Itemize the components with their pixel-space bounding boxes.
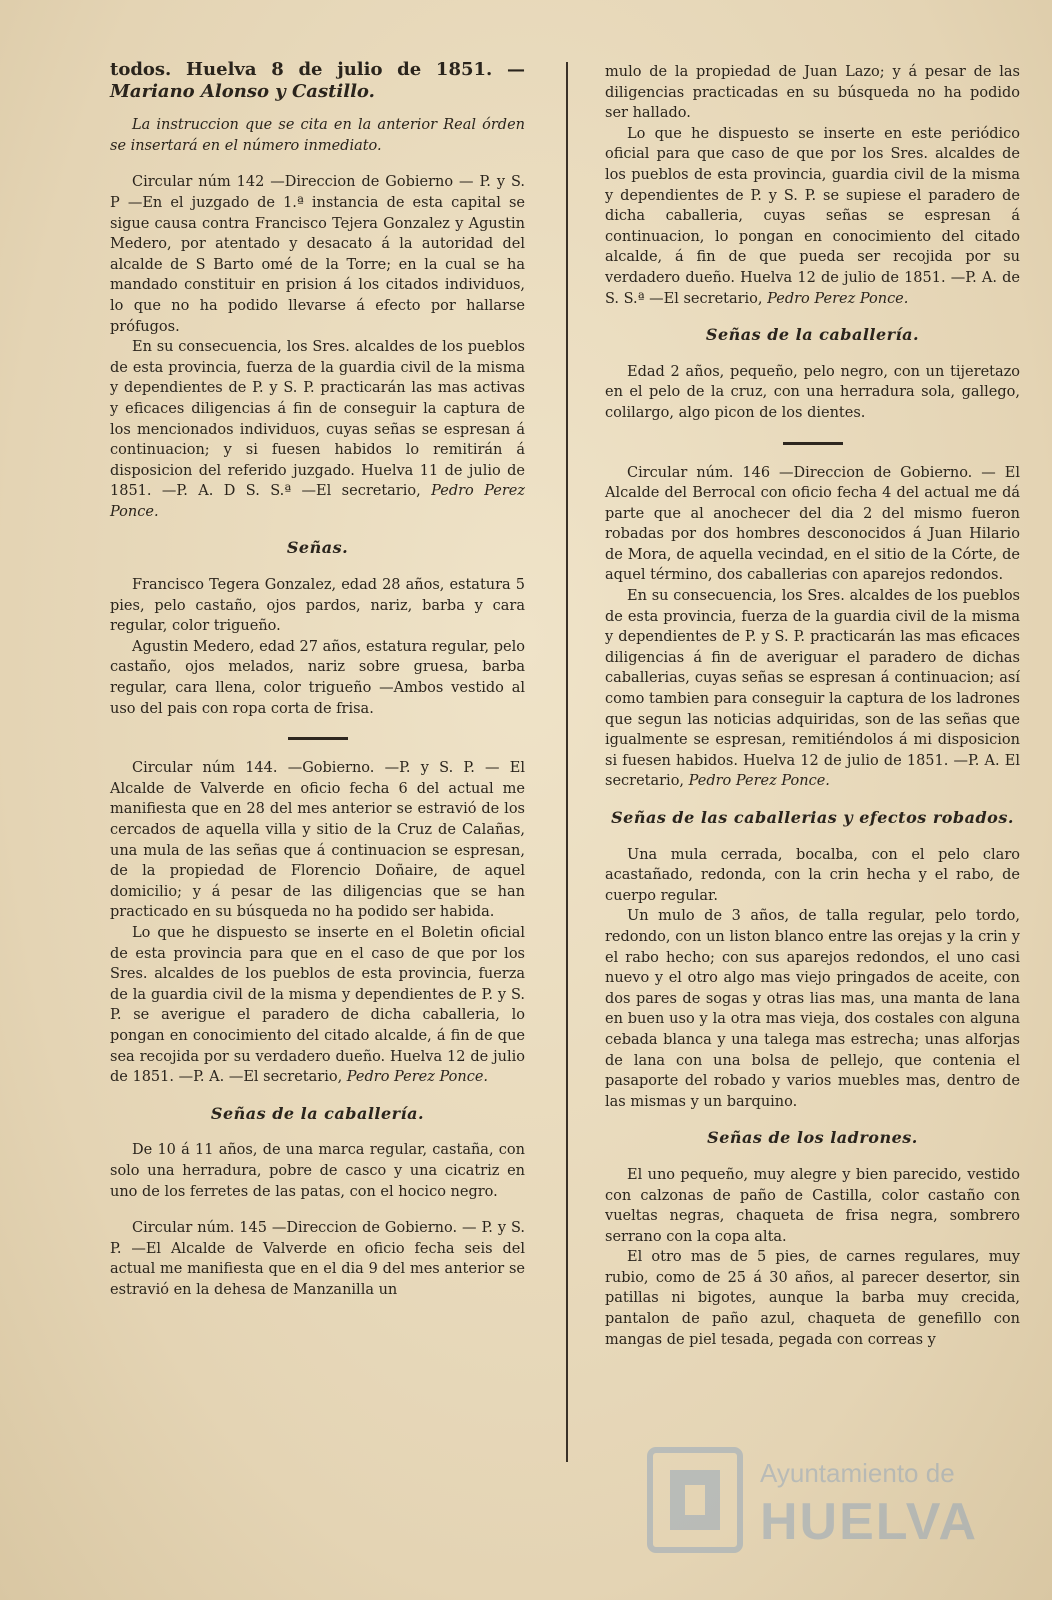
caballeria-heading-2: Señas de la caballería. [705,325,920,345]
senas-heading: Señas. [286,538,349,558]
circular-142-p2 [110,337,525,522]
circular-142-p2-text: En su consecuencia, los Sres. alcaldes de los pueblos de esta provincia, fuerza de la guardia civil de la misma y dependientes de P. y S. P. practicarán las mas activas y eficaces diligencias á fin de conseguir la captura de los mencionados individuos, cuyas señas se espresan á continuacion; y si fuesen habidos lo remitirán á disposicion del referido juzgado. Huelva 11 de julio de 1851. —P. A. D S. S.ª —El secretario, [110,339,525,500]
circular-144-p1: Circular núm 144. —Gobierno. —P. y S. P. — El Alcalde de Valverde en oficio fecha 6 del actual me manifiesta que en 28 del mes anterior se estravió de los cercados de aquella villa y sitio de la Cruz de Calañas, una mula de las señas que á continuacion se espresan, de la propiedad de Florencio Doñaire, de aquel domicilio; y á pesar de las diligencias que se han practicado en su búsqueda no ha podido ser habida. [110,760,525,921]
senas-agustin: Agustin Medero, edad 27 años, estatura regular, pelo castaño, ojos melados, nariz sobre gruesa, barba regular, cara llena, color trigueño —Ambos vestido al uso del pais con ropa corta de frisa. [110,638,525,717]
circular-145-signature: Pedro Perez Ponce. [767,290,909,307]
circular-145-p1: Circular núm. 145 —Direccion de Gobierno. — P. y S. P. —El Alcalde de Valverde en oficio fecha seis del actual me manifiesta que en el dia 9 del mes anterior se estravió en la dehesa de Manzanilla un [110,1220,525,1298]
section-divider [783,442,843,445]
right-column [605,62,1020,1350]
circular-144-p2-text: Lo que he dispuesto se inserte en el Boletin oficial de esta provincia para que en el caso de que por los Sres. alcaldes de los pueblos de esta provincia, fuerza de la guardia civil de la misma y dependientes de P. y S. P. se averigue el paradero de dicha caballeria, lo pongan en conocimiento del citado alcalde, á fin de que sea recojida por su verdadero dueño. Huelva 12 de julio de 1851. —P. A. —El secretario, [110,924,525,1086]
senas-francisco: Francisco Tegera Gonzalez, edad 28 años, estatura 5 pies, pelo castaño, ojos pardos, nariz, barba y cara regular, color trigueño. [110,577,525,635]
ladron-otro: El otro mas de 5 pies, de carnes regulares, muy rubio, como de 25 á 30 años, al parecer desertor, sin patillas ni bigotes, aunque la barba muy crecida, pantalon de paño azul, chaqueta de genefillo con mangas de piel tesada, pegada con correas y [605,1249,1020,1348]
section-divider [288,737,348,740]
efectos-mula: Una mula cerrada, bocalba, con el pelo claro acastañado, redonda, con la crin hecha y el rabo, de cuerpo regular. [605,846,1020,904]
circular-142-signature: Pedro Perez Ponce. [110,483,526,520]
watermark [640,1440,979,1560]
caballeria-description-1: De 10 á 11 años, de una marca regular, castaña, con solo una herradura, pobre de casco y una cicatriz en uno de los ferretes de las patas, con el hocico negro. [110,1142,525,1200]
circular-145-p2 [605,124,1020,309]
circular-144-signature: Pedro Perez Ponce. [346,1069,489,1086]
circular-146-p2 [605,586,1020,792]
instruction-note: La instruccion que se cita en la anterior Real órden se insertará en el número inmediato. [110,117,525,154]
efectos-mulo: Un mulo de 3 años, de talla regular, pelo tordo, redondo, con un liston blanco entre las orejas y la crin y el rabo hecho; con sus aparejos redondos, el uno casi nuevo y el otro algo mas viejo pringados de aceite, con dos pares de sogas y otras lias mas, una manta de lana en buen uso y la otra mas vieja, dos costales con alguna cebada blanca y una talega mas estrecha; unas alforjas de lana con una bolsa de pellejo, que contenia el pasaporte del robado y varios muebles mas, dentro de las mismas y un barquino. [605,908,1020,1110]
efectos-heading: Señas de las caballerias y efectos robados. [611,808,1014,827]
circular-146-p1: Circular núm. 146 —Direccion de Gobierno. — El Alcalde del Berrocal con oficio fecha 4 del actual me dá parte que al anochecer del dia 2 del mismo fueron robadas por dos hombres desconocidos á Juan Hilario de Mora, de aquella vecindad, en el sitio de la Córte, de aquel término, dos caballerias con aparejos redondos. [605,464,1020,584]
circular-144-p2 [110,923,525,1088]
watermark-city: HUELVA [760,1493,979,1551]
circular-142-p1: Circular núm 142 —Direccion de Gobierno — P. y S. P —En el juzgado de 1.ª instancia de esta capital se sigue causa contra Francisco Tejera Gonzalez y Agustin Medero, por atentado y desacato á la autoridad del alcalde de S Barto omé de la Torre; en la cual se ha mandado constituir en prision á los citados individuos, lo que no ha podido llevarse á efecto por hallarse prófugos. [110,174,525,335]
circular-146-signature: Pedro Perez Ponce. [688,773,830,790]
ladrones-heading: Señas de los ladrones. [707,1128,918,1148]
caballeria-heading-1: Señas de la caballería. [210,1103,425,1123]
circular-146-p2-text: En su consecuencia, los Sres. alcaldes de los pueblos de esta provincia, fuerza de la guardia civil de la misma y dependientes de P. y S. P. practicarán las mas eficaces diligencias á fin de averiguar el paradero de dichas caballerias, cuyas señas se espresan á continuacion; así como tambien para conseguir la captura de los ladrones que segun las noticias adquiridas, son de las señas que igualmente se espresan, remitiéndolos á mi disposicion si fuesen habidos. Huelva 12 de julio de 1851. —P. A. El secretario, [605,588,1020,790]
column-rule [566,62,568,1462]
intro-line [110,60,525,103]
circular-145-p2-text: Lo que he dispuesto se inserte en este periódico oficial para que caso de que por los Sres. alcaldes de los pueblos de esta provincia, guardia civil de la misma y dependientes de P. y S. P. se supiese el paradero de dicha caballeria, cuyas señas se espresan á continuacion, lo pongan en conocimiento del citado alcalde, á fin de que pueda ser recojida por su verdadero dueño. Huelva 12 de julio de 1851. —P. A. de S. S.ª —El secretario, [605,125,1020,307]
ladron-uno: El uno pequeño, muy alegre y bien parecido, vestido con calzonas de paño de Castilla, color castaño con vueltas negras, chaqueta de frisa negra, sombrero serrano con la copa alta. [605,1166,1020,1245]
left-column [110,60,525,1300]
watermark-town: Ayuntamiento de [760,1458,955,1488]
intro-text: todos. Huelva 8 de julio de 1851. — [110,59,525,80]
intro-signer: Mariano Alonso y Castillo. [110,80,375,102]
caballeria-description-2: Edad 2 años, pequeño, pelo negro, con un tijeretazo en el pelo de la cruz, con una herradura sola, gallego, colilargo, algo picon de los dientes. [605,363,1020,421]
circular-145-continued: mulo de la propiedad de Juan Lazo; y á pesar de las diligencias practicadas en su búsqueda no ha podido ser hallado. [605,64,1020,122]
city-emblem-icon [640,1440,750,1560]
